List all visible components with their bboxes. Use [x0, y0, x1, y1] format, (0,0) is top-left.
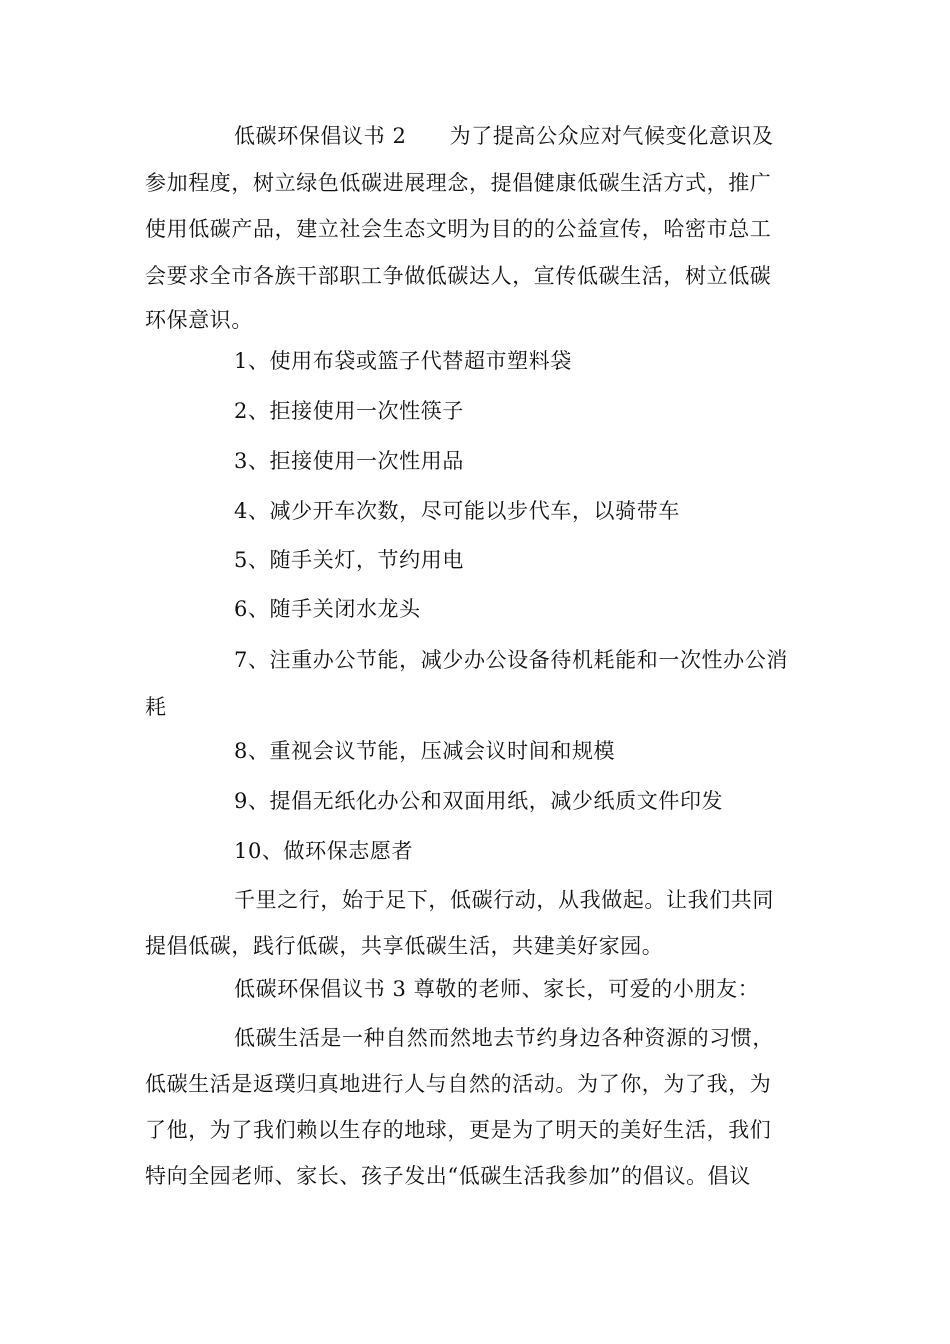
list-item-continuation: 耗: [145, 695, 167, 719]
paragraph-line: 千里之行，始于足下，低碳行动，从我做起。让我们共同: [234, 888, 774, 912]
paragraph-line: 低碳环保倡议书 2 为了提高公众应对气候变化意识及: [234, 124, 774, 148]
paragraph-line: 提倡低碳，践行低碳，共享低碳生活，共建美好家园。: [145, 934, 664, 958]
list-item: 7、注重办公节能，减少办公设备待机耗能和一次性办公消: [234, 648, 788, 672]
paragraph-line: 低碳生活是一种自然而然地去节约身边各种资源的习惯，: [234, 1026, 774, 1050]
list-item: 4、减少开车次数，尽可能以步代车，以骑带车: [234, 499, 680, 523]
paragraph-line: 环保意识。: [145, 308, 253, 332]
list-item: 10、做环保志愿者: [234, 839, 414, 863]
list-item: 1、使用布袋或篮子代替超市塑料袋: [234, 349, 572, 373]
paragraph-line: 特向全园老师、家长、孩子发出“低碳生活我参加”的倡议。倡议: [145, 1164, 751, 1188]
list-item: 2、拒接使用一次性筷子: [234, 399, 464, 423]
list-item: 9、提倡无纸化办公和双面用纸，减少纸质文件印发: [234, 789, 724, 813]
paragraph-line: 会要求全市各族干部职工争做低碳达人，宣传低碳生活，树立低碳: [145, 264, 772, 288]
list-item: 8、重视会议节能，压减会议时间和规模: [234, 739, 616, 763]
paragraph-line: 低碳环保倡议书 3 尊敬的老师、家长，可爱的小朋友：: [234, 977, 760, 1001]
list-item: 6、随手关闭水龙头: [234, 597, 421, 621]
paragraph-line: 参加程度，树立绿色低碳进展理念，提倡健康低碳生活方式，推广: [145, 171, 772, 195]
list-item: 5、随手关灯，节约用电: [234, 548, 464, 572]
paragraph-line: 低碳生活是返璞归真地进行人与自然的活动。为了你，为了我，为: [145, 1072, 772, 1096]
paragraph-line: 了他，为了我们赖以生存的地球，更是为了明天的美好生活，我们: [145, 1118, 772, 1142]
paragraph-line: 使用低碳产品，建立社会生态文明为目的的公益宣传，哈密市总工: [145, 217, 772, 241]
list-item: 3、拒接使用一次性用品: [234, 449, 464, 473]
